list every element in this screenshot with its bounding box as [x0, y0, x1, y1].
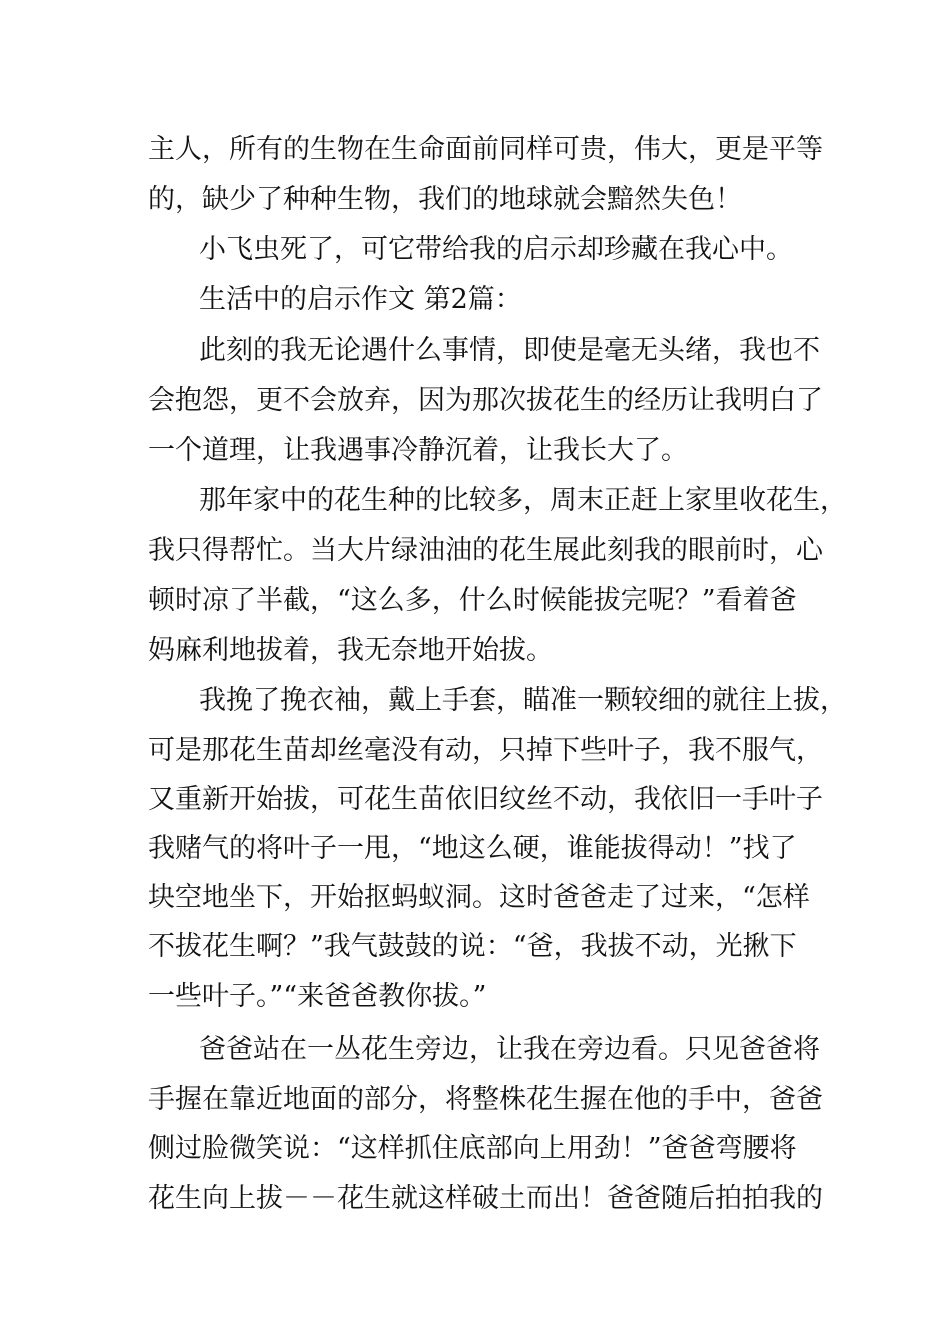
text-line: 侧过脸微笑说：“这样抓住底部向上用劲！”爸爸弯腰将 — [148, 1133, 797, 1164]
text-line: 的，缺少了种种生物，我们的地球就会黯然失色！ — [148, 184, 742, 215]
text-line: 不拔花生啊？”我气鼓鼓的说：“爸，我拔不动，光揪下 — [148, 931, 797, 962]
text-line: 手握在靠近地面的部分，将整株花生握在他的手中，爸爸 — [148, 1084, 823, 1115]
text-line: 那年家中的花生种的比较多，周末正赶上家里收花生， — [199, 485, 847, 516]
text-line: 又重新开始拔，可花生苗依旧纹丝不动，我依旧一手叶子 — [148, 784, 823, 815]
text-line: 我赌气的将叶子一甩，“地这么硬，谁能拔得动！”找了 — [148, 833, 797, 864]
section-heading: 生活中的启示作文 第2篇： — [199, 284, 522, 315]
text-line: 一个道理，让我遇事冷静沉着，让我长大了。 — [148, 435, 688, 466]
text-line: 顿时凉了半截，“这么多，什么时候能拔完呢？”看着爸 — [148, 585, 797, 616]
text-line: 主人，所有的生物在生命面前同样可贵，伟大，更是平等 — [148, 134, 823, 165]
text-line: 此刻的我无论遇什么事情，即使是毫无头绪，我也不 — [199, 335, 820, 366]
text-line: 小飞虫死了，可它带给我的启示却珍藏在我心中。 — [199, 234, 793, 265]
text-line: 妈麻利地拔着，我无奈地开始拔。 — [148, 635, 553, 666]
text-line: 可是那花生苗却丝毫没有动，只掉下些叶子，我不服气， — [148, 735, 823, 766]
text-line: 爸爸站在一丛花生旁边，让我在旁边看。只见爸爸将 — [199, 1034, 820, 1065]
text-line: 我挽了挽衣袖，戴上手套，瞄准一颗较细的就往上拔， — [199, 685, 847, 716]
text-line: 一些叶子。”“来爸爸教你拔。” — [148, 981, 487, 1012]
text-line: 会抱怨，更不会放弃，因为那次拔花生的经历让我明白了 — [148, 385, 823, 416]
text-line: 花生向上拔－－花生就这样破土而出！爸爸随后拍拍我的 — [148, 1183, 823, 1214]
text-line: 块空地坐下，开始抠蚂蚁洞。这时爸爸走了过来，“怎样 — [148, 882, 810, 913]
text-line: 我只得帮忙。当大片绿油油的花生展此刻我的眼前时，心 — [148, 535, 823, 566]
